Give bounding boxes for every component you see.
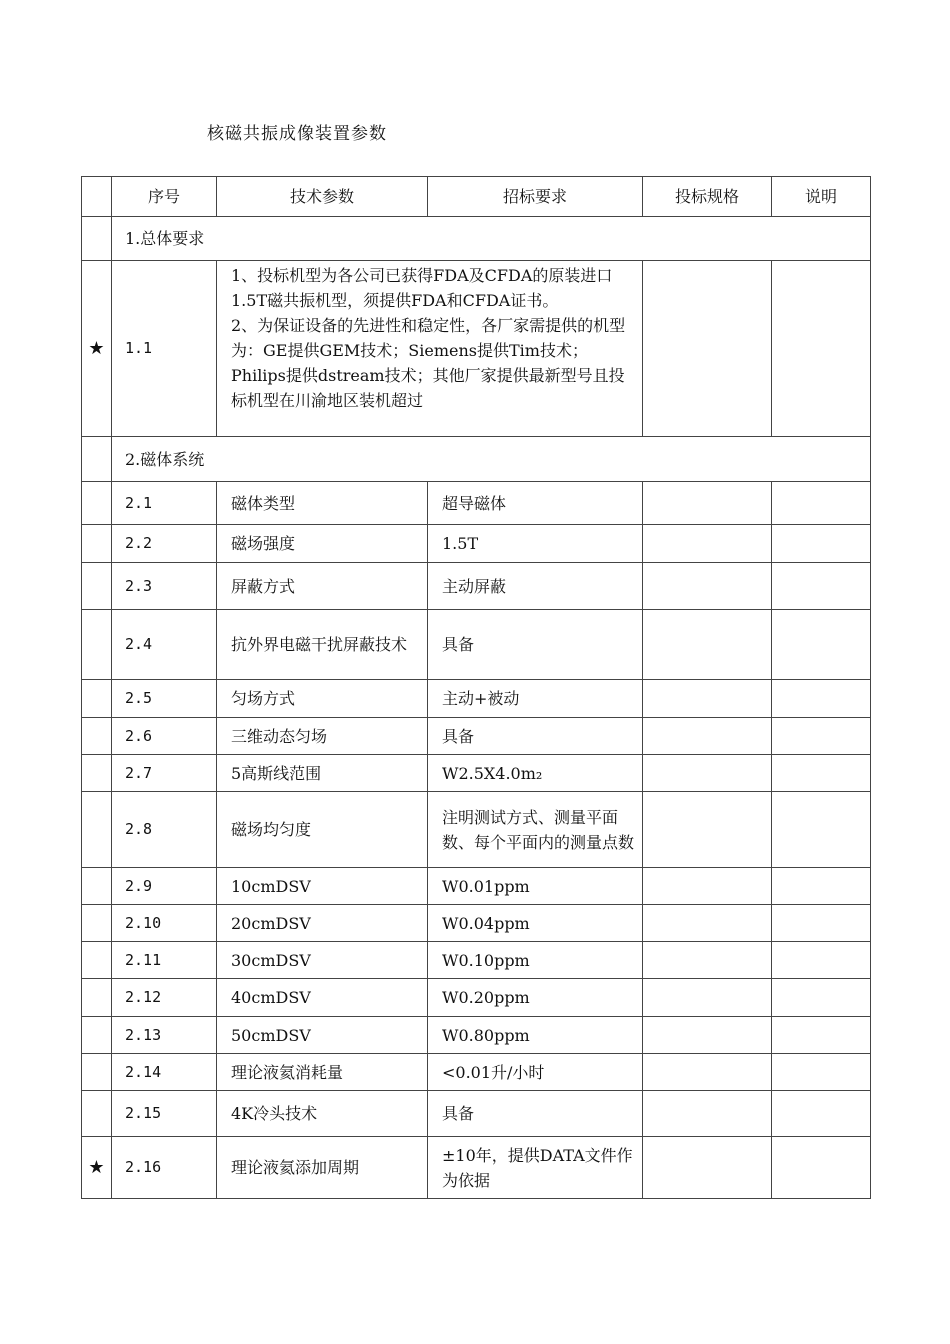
row-index: 2.5	[112, 680, 217, 718]
note-cell	[772, 680, 871, 718]
note-cell	[772, 942, 871, 979]
section-title: 2.磁体系统	[112, 437, 871, 482]
requirement-cell: 主动屏蔽	[428, 563, 643, 610]
row-index: 2.11	[112, 942, 217, 979]
note-cell	[772, 1137, 871, 1199]
note-cell	[772, 979, 871, 1017]
requirement-cell: 1.5T	[428, 525, 643, 563]
requirement-cell: 具备	[428, 718, 643, 755]
table-row	[82, 1017, 871, 1054]
header-index: 序号	[112, 177, 217, 217]
bid-spec-cell	[643, 718, 772, 755]
requirement-cell: ±10年，提供DATA文件作为依据	[428, 1137, 643, 1199]
requirement-cell: W0.01ppm	[428, 868, 643, 905]
table-row	[82, 1091, 871, 1137]
row-index: 2.2	[112, 525, 217, 563]
star-mark	[82, 610, 112, 680]
header-requirement: 招标要求	[428, 177, 643, 217]
requirement-cell: <0.01升/小时	[428, 1054, 643, 1091]
requirement-cell: 具备	[428, 1091, 643, 1137]
bid-spec-cell	[643, 610, 772, 680]
star-col-header	[82, 177, 112, 217]
bid-spec-cell	[643, 905, 772, 942]
param-cell: 5高斯线范围	[217, 755, 428, 792]
param-cell: 磁场强度	[217, 525, 428, 563]
table-row	[82, 610, 871, 680]
requirement-paragraph-1: 1、投标机型为各公司已获得FDA及CFDA的原装进口1.5T磁共振机型，须提供FDA和CFDA证书。	[231, 266, 613, 310]
table-row	[82, 755, 871, 792]
star-mark	[82, 792, 112, 868]
param-cell: 抗外界电磁干扰屏蔽技术	[217, 610, 428, 680]
star-mark	[82, 979, 112, 1017]
bid-spec-cell	[643, 1137, 772, 1199]
bid-spec-cell	[643, 680, 772, 718]
section-row	[82, 437, 871, 482]
param-cell: 磁场均匀度	[217, 792, 428, 868]
note-cell	[772, 525, 871, 563]
note-cell	[772, 610, 871, 680]
row-index: 2.16	[112, 1137, 217, 1199]
row-index: 2.3	[112, 563, 217, 610]
star-mark: ★	[82, 1137, 112, 1199]
requirement-cell: 主动+被动	[428, 680, 643, 718]
row-index: 2.14	[112, 1054, 217, 1091]
table-row	[82, 563, 871, 610]
note-cell	[772, 755, 871, 792]
bid-spec-cell	[643, 942, 772, 979]
star-mark	[82, 680, 112, 718]
bid-spec-cell	[643, 1054, 772, 1091]
row-index: 2.1	[112, 482, 217, 525]
row-index: 2.10	[112, 905, 217, 942]
param-cell: 匀场方式	[217, 680, 428, 718]
requirement-cell: W0.20ppm	[428, 979, 643, 1017]
param-cell: 20cmDSV	[217, 905, 428, 942]
row-index: 2.7	[112, 755, 217, 792]
table-header-row	[82, 177, 871, 217]
row-index: 2.6	[112, 718, 217, 755]
header-note: 说明	[772, 177, 871, 217]
param-cell: 理论液氦消耗量	[217, 1054, 428, 1091]
row-index: 2.8	[112, 792, 217, 868]
row-index: 2.4	[112, 610, 217, 680]
table-row	[82, 482, 871, 525]
requirement-cell: W2.5X4.0m₂	[428, 755, 643, 792]
note-cell	[772, 1054, 871, 1091]
requirement-cell: 具备	[428, 610, 643, 680]
table-row	[82, 1054, 871, 1091]
star-mark	[82, 1054, 112, 1091]
star-mark	[82, 1017, 112, 1054]
bid-spec-cell	[643, 792, 772, 868]
table-row	[82, 261, 871, 437]
param-cell: 40cmDSV	[217, 979, 428, 1017]
section-row	[82, 217, 871, 261]
note-cell	[772, 718, 871, 755]
requirement-cell: 注明测试方式、测量平面数、每个平面内的测量点数	[428, 792, 643, 868]
param-cell: 理论液氦添加周期	[217, 1137, 428, 1199]
row-index: 2.12	[112, 979, 217, 1017]
row-index: 1.1	[112, 261, 217, 437]
table-row	[82, 905, 871, 942]
note-cell	[772, 482, 871, 525]
star-mark: ★	[82, 261, 112, 437]
row-index: 2.15	[112, 1091, 217, 1137]
table-row	[82, 979, 871, 1017]
star-mark	[82, 868, 112, 905]
requirement-paragraph-2: 2、为保证设备的先进性和稳定性，各厂家需提供的机型为：GE提供GEM技术；Siemens提供Tim技术；Philips提供dstream技术；其他厂家提供最新型号且投标机型在川渝地区装机超过	[231, 316, 626, 410]
star-mark	[82, 525, 112, 563]
note-cell	[772, 868, 871, 905]
note-cell	[772, 1091, 871, 1137]
row-index: 2.9	[112, 868, 217, 905]
requirement-cell: W0.80ppm	[428, 1017, 643, 1054]
section2-rows	[82, 482, 871, 1199]
section-title: 1.总体要求	[112, 217, 871, 261]
param-cell: 三维动态匀场	[217, 718, 428, 755]
spec-table	[81, 176, 871, 1199]
table-row	[82, 868, 871, 905]
header-bid-spec: 投标规格	[643, 177, 772, 217]
document-title: 核磁共振成像装置参数	[207, 124, 387, 144]
table-row	[82, 1137, 871, 1199]
star-mark	[82, 482, 112, 525]
star-mark	[82, 563, 112, 610]
bid-spec-cell	[643, 482, 772, 525]
table-row	[82, 792, 871, 868]
note-cell	[772, 1017, 871, 1054]
note-cell	[772, 792, 871, 868]
table-row	[82, 942, 871, 979]
bid-spec-cell	[643, 868, 772, 905]
bid-spec-cell	[643, 261, 772, 437]
bid-spec-cell	[643, 979, 772, 1017]
param-cell: 屏蔽方式	[217, 563, 428, 610]
requirement-cell: 超导磁体	[428, 482, 643, 525]
star-mark	[82, 905, 112, 942]
requirement-cell: W0.04ppm	[428, 905, 643, 942]
row-index: 2.13	[112, 1017, 217, 1054]
bid-spec-cell	[643, 1017, 772, 1054]
requirement-text-cell	[217, 261, 643, 437]
param-cell: 30cmDSV	[217, 942, 428, 979]
star-mark	[82, 1091, 112, 1137]
note-cell	[772, 563, 871, 610]
table-row	[82, 525, 871, 563]
table-row	[82, 680, 871, 718]
param-cell: 4K冷头技术	[217, 1091, 428, 1137]
param-cell: 50cmDSV	[217, 1017, 428, 1054]
star-mark	[82, 755, 112, 792]
bid-spec-cell	[643, 1091, 772, 1137]
requirement-cell: W0.10ppm	[428, 942, 643, 979]
star-mark	[82, 942, 112, 979]
param-cell: 磁体类型	[217, 482, 428, 525]
table-row	[82, 718, 871, 755]
note-cell	[772, 905, 871, 942]
param-cell: 10cmDSV	[217, 868, 428, 905]
note-cell	[772, 261, 871, 437]
bid-spec-cell	[643, 563, 772, 610]
star-mark	[82, 718, 112, 755]
header-param: 技术参数	[217, 177, 428, 217]
bid-spec-cell	[643, 755, 772, 792]
bid-spec-cell	[643, 525, 772, 563]
